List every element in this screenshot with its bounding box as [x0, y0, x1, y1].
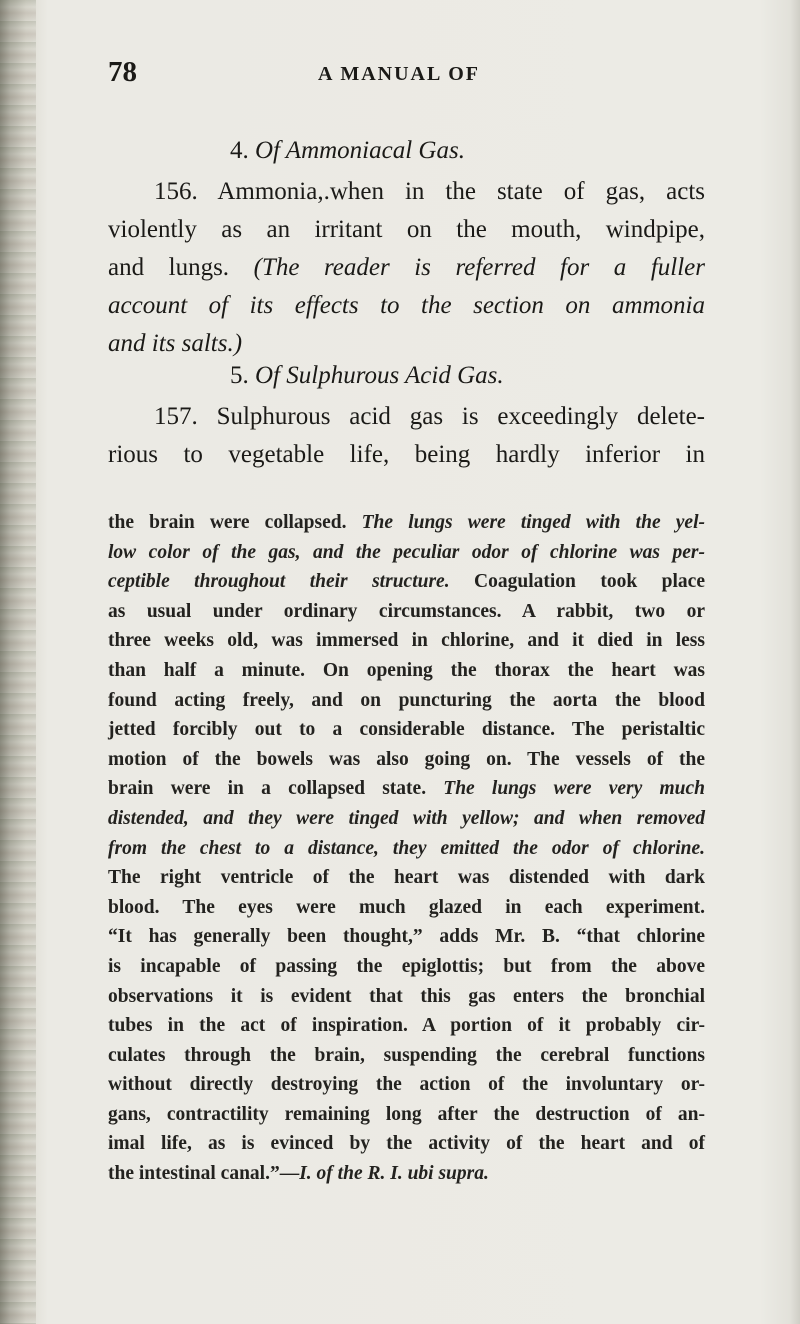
- quote-line: distended, and they were tinged with yellow; and when removed: [108, 807, 705, 829]
- para-156-line: 156. Ammonia,.when in the state of gas, acts: [154, 178, 705, 205]
- quote-text: Coagulation took place: [449, 571, 705, 593]
- para-156-line: violently as an irritant on the mouth, windpipe,: [108, 216, 705, 243]
- section-5-title: Of Sulphurous Acid Gas.: [255, 362, 504, 389]
- section-4-number: 4.: [230, 137, 249, 164]
- quote-text: brain were in a collapsed state.: [108, 778, 444, 800]
- section-5-number: 5.: [230, 362, 249, 389]
- quote-line: blood. The eyes were much glazed in each experiment.: [108, 896, 705, 918]
- para-156-line: [108, 249, 705, 287]
- page-header: [108, 56, 708, 96]
- quote-line: motion of the bowels was also going on. The vessels of the: [108, 748, 705, 770]
- para-156-line: account of its effects to the section on ammonia: [108, 292, 705, 319]
- page-gutter-shadow: [0, 0, 36, 1324]
- quote-line: [108, 1159, 705, 1189]
- quote-line: culates through the brain, suspending the cerebral functions: [108, 1044, 705, 1066]
- quote-line: three weeks old, was immersed in chlorine, and it died in less: [108, 630, 705, 652]
- paragraph-156: [108, 173, 705, 363]
- quote-line: [108, 508, 705, 538]
- quote-line: from the chest to a distance, they emitted the odor of chlorine.: [108, 837, 705, 859]
- section-4-title: Of Ammoniacal Gas.: [255, 137, 465, 164]
- quote-line: The right ventricle of the heart was distended with dark: [108, 867, 705, 889]
- para-156-line: and its salts.): [108, 330, 243, 357]
- quote-line: than half a minute. On opening the thorax the heart was: [108, 659, 705, 681]
- page-number: 78: [108, 56, 137, 88]
- quote-italic: The lungs were very much: [443, 778, 705, 800]
- quote-line: is incapable of passing the epiglottis; but from the above: [108, 955, 705, 977]
- para-156-text: and lungs.: [108, 254, 230, 281]
- quote-line: [108, 567, 705, 597]
- para-156-italic-note: (The reader is referred for a fuller: [253, 254, 705, 281]
- quote-citation: I. of the R. I. ubi supra.: [299, 1163, 489, 1185]
- quote-line: low color of the gas, and the peculiar odor of chlorine was per-: [108, 541, 705, 563]
- quote-line: jetted forcibly out to a considerable distance. The peristaltic: [108, 719, 705, 741]
- quote-line: found acting freely, and on puncturing the aorta the blood: [108, 689, 705, 711]
- quote-line: observations it is evident that this gas enters the bronchial: [108, 985, 705, 1007]
- quoted-passage: [108, 508, 705, 1189]
- quote-line: tubes in the act of inspiration. A portion of it probably cir-: [108, 1015, 705, 1037]
- section-4-heading: [0, 137, 800, 165]
- quote-line: as usual under ordinary circumstances. A rabbit, two or: [108, 600, 705, 622]
- quote-italic: The lungs were tinged with the yel-: [361, 512, 705, 533]
- quote-text: the brain were collapsed.: [108, 512, 362, 533]
- section-5-heading: [0, 362, 800, 390]
- paragraph-157: [108, 398, 705, 474]
- quote-line: without directly destroying the action of the involuntary or-: [108, 1074, 705, 1096]
- quote-text: the intestinal canal.”—: [108, 1163, 300, 1185]
- quote-italic: ceptible throughout their structure.: [108, 571, 450, 593]
- running-head: A MANUAL OF: [318, 63, 480, 85]
- quote-line: [108, 774, 705, 804]
- quote-line: imal life, as is evinced by the activity of the heart and of: [108, 1133, 705, 1155]
- quote-line: gans, contractility remaining long after the destruction of an-: [108, 1103, 705, 1125]
- para-157-line: rious to vegetable life, being hardly inferior in: [108, 441, 705, 468]
- para-157-line: 157. Sulphurous acid gas is exceedingly delete-: [154, 403, 705, 430]
- quote-line: “It has generally been thought,” adds Mr. B. “that chlorine: [108, 926, 705, 948]
